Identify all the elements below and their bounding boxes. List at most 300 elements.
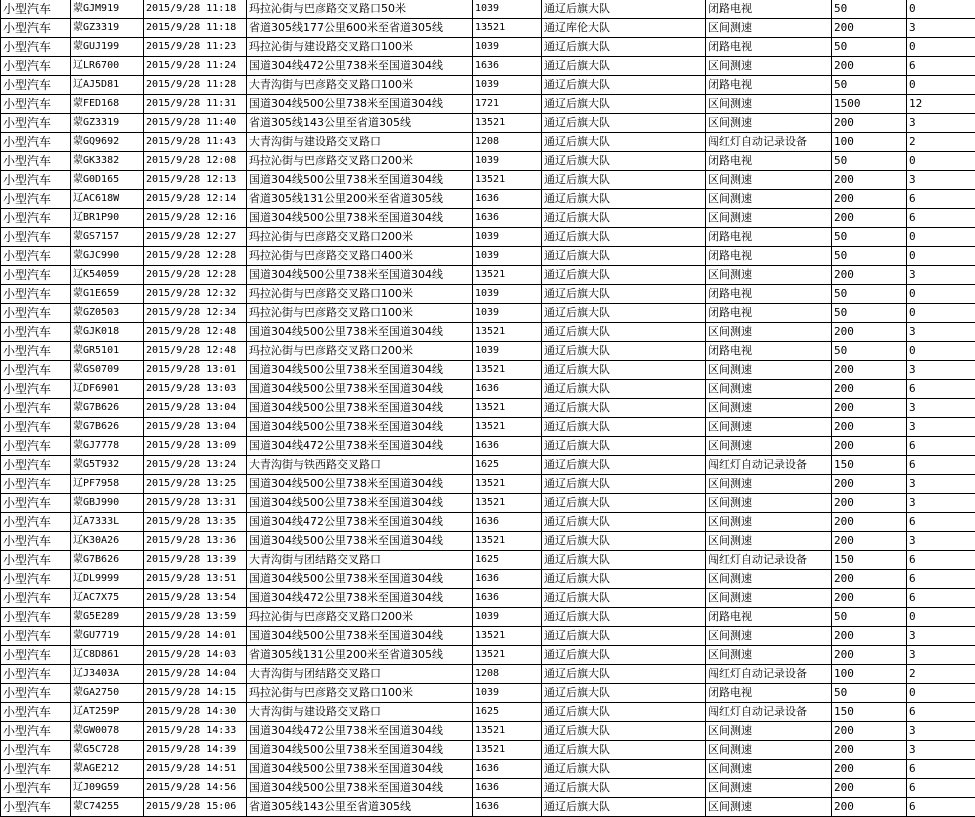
table-row: [1, 570, 975, 589]
vehicle-type-cell: 小型汽车: [1, 38, 71, 57]
vehicle-type-cell: 小型汽车: [1, 703, 71, 722]
vehicle-type-cell: 小型汽车: [1, 456, 71, 475]
points-cell: 0: [907, 38, 975, 57]
plate-number-cell: 辽AC7X75: [71, 589, 144, 608]
code-cell: 1636: [473, 589, 542, 608]
fine-amount-cell: 50: [832, 76, 907, 95]
table-row: [1, 741, 975, 760]
vehicle-type-cell: 小型汽车: [1, 209, 71, 228]
location-cell: 国道304线472公里738米至国道304线: [247, 57, 473, 76]
plate-number-cell: 蒙GJC990: [71, 247, 144, 266]
code-cell: 1039: [473, 285, 542, 304]
brigade-cell: 通辽库伦大队: [542, 19, 706, 38]
location-cell: 国道304线500公里738米至国道304线: [247, 475, 473, 494]
table-row: [1, 646, 975, 665]
table-row: [1, 494, 975, 513]
location-cell: 大青沟街与团结路交叉路口: [247, 665, 473, 684]
device-type-cell: 闯红灯自动记录设备: [706, 703, 832, 722]
vehicle-type-cell: 小型汽车: [1, 76, 71, 95]
fine-amount-cell: 200: [832, 19, 907, 38]
vehicle-type-cell: 小型汽车: [1, 741, 71, 760]
points-cell: 6: [907, 456, 975, 475]
device-type-cell: 区间测速: [706, 266, 832, 285]
device-type-cell: 区间测速: [706, 589, 832, 608]
location-cell: 玛拉沁街与巴彦路交叉路口50米: [247, 0, 473, 19]
device-type-cell: 区间测速: [706, 798, 832, 817]
fine-amount-cell: 50: [832, 684, 907, 703]
datetime-cell: 2015/9/28 12:27: [144, 228, 247, 247]
location-cell: 玛拉沁街与巴彦路交叉路口100米: [247, 304, 473, 323]
brigade-cell: 通辽后旗大队: [542, 323, 706, 342]
table-row: [1, 266, 975, 285]
location-cell: 大青沟街与建设路交叉路口: [247, 133, 473, 152]
fine-amount-cell: 200: [832, 760, 907, 779]
plate-number-cell: 蒙AGE212: [71, 760, 144, 779]
device-type-cell: 闯红灯自动记录设备: [706, 456, 832, 475]
brigade-cell: 通辽后旗大队: [542, 456, 706, 475]
fine-amount-cell: 200: [832, 722, 907, 741]
vehicle-type-cell: 小型汽车: [1, 627, 71, 646]
points-cell: 3: [907, 722, 975, 741]
brigade-cell: 通辽后旗大队: [542, 798, 706, 817]
table-row: [1, 532, 975, 551]
plate-number-cell: 辽A7333L: [71, 513, 144, 532]
device-type-cell: 区间测速: [706, 760, 832, 779]
table-row: [1, 342, 975, 361]
points-cell: 0: [907, 247, 975, 266]
table-row: [1, 627, 975, 646]
datetime-cell: 2015/9/28 12:34: [144, 304, 247, 323]
table-row: [1, 19, 975, 38]
fine-amount-cell: 200: [832, 266, 907, 285]
device-type-cell: 闭路电视: [706, 228, 832, 247]
fine-amount-cell: 200: [832, 380, 907, 399]
plate-number-cell: 蒙GR5101: [71, 342, 144, 361]
points-cell: 6: [907, 190, 975, 209]
points-cell: 0: [907, 684, 975, 703]
plate-number-cell: 蒙GJ7778: [71, 437, 144, 456]
datetime-cell: 2015/9/28 13:25: [144, 475, 247, 494]
fine-amount-cell: 200: [832, 513, 907, 532]
points-cell: 6: [907, 380, 975, 399]
brigade-cell: 通辽后旗大队: [542, 627, 706, 646]
brigade-cell: 通辽后旗大队: [542, 57, 706, 76]
brigade-cell: 通辽后旗大队: [542, 589, 706, 608]
code-cell: 1636: [473, 513, 542, 532]
vehicle-type-cell: 小型汽车: [1, 228, 71, 247]
device-type-cell: 闭路电视: [706, 247, 832, 266]
vehicle-type-cell: 小型汽车: [1, 114, 71, 133]
table-row: [1, 456, 975, 475]
location-cell: 国道304线500公里738米至国道304线: [247, 323, 473, 342]
points-cell: 0: [907, 0, 975, 19]
code-cell: 1721: [473, 95, 542, 114]
fine-amount-cell: 50: [832, 608, 907, 627]
vehicle-type-cell: 小型汽车: [1, 323, 71, 342]
points-cell: 3: [907, 361, 975, 380]
vehicle-type-cell: 小型汽车: [1, 247, 71, 266]
datetime-cell: 2015/9/28 13:54: [144, 589, 247, 608]
brigade-cell: 通辽后旗大队: [542, 133, 706, 152]
code-cell: 1039: [473, 608, 542, 627]
vehicle-type-cell: 小型汽车: [1, 342, 71, 361]
vehicle-type-cell: 小型汽车: [1, 418, 71, 437]
device-type-cell: 闭路电视: [706, 684, 832, 703]
code-cell: 1636: [473, 209, 542, 228]
code-cell: 13521: [473, 361, 542, 380]
plate-number-cell: 辽C8D861: [71, 646, 144, 665]
location-cell: 国道304线500公里738米至国道304线: [247, 399, 473, 418]
fine-amount-cell: 200: [832, 323, 907, 342]
points-cell: 3: [907, 741, 975, 760]
plate-number-cell: 蒙G0D165: [71, 171, 144, 190]
table-row: [1, 228, 975, 247]
datetime-cell: 2015/9/28 13:01: [144, 361, 247, 380]
fine-amount-cell: 200: [832, 437, 907, 456]
datetime-cell: 2015/9/28 14:01: [144, 627, 247, 646]
device-type-cell: 区间测速: [706, 57, 832, 76]
device-type-cell: 区间测速: [706, 494, 832, 513]
device-type-cell: 闭路电视: [706, 304, 832, 323]
code-cell: 1625: [473, 456, 542, 475]
datetime-cell: 2015/9/28 12:28: [144, 247, 247, 266]
brigade-cell: 通辽后旗大队: [542, 608, 706, 627]
code-cell: 1039: [473, 304, 542, 323]
location-cell: 玛拉沁街与巴彦路交叉路口100米: [247, 684, 473, 703]
fine-amount-cell: 200: [832, 190, 907, 209]
vehicle-type-cell: 小型汽车: [1, 95, 71, 114]
brigade-cell: 通辽后旗大队: [542, 741, 706, 760]
brigade-cell: 通辽后旗大队: [542, 551, 706, 570]
code-cell: 1039: [473, 152, 542, 171]
brigade-cell: 通辽后旗大队: [542, 513, 706, 532]
datetime-cell: 2015/9/28 12:48: [144, 323, 247, 342]
location-cell: 国道304线500公里738米至国道304线: [247, 779, 473, 798]
points-cell: 6: [907, 589, 975, 608]
code-cell: 13521: [473, 171, 542, 190]
code-cell: 13521: [473, 323, 542, 342]
datetime-cell: 2015/9/28 14:15: [144, 684, 247, 703]
points-cell: 12: [907, 95, 975, 114]
points-cell: 0: [907, 608, 975, 627]
plate-number-cell: 辽K54059: [71, 266, 144, 285]
points-cell: 3: [907, 171, 975, 190]
points-cell: 2: [907, 133, 975, 152]
device-type-cell: 闯红灯自动记录设备: [706, 133, 832, 152]
vehicle-type-cell: 小型汽车: [1, 0, 71, 19]
fine-amount-cell: 1500: [832, 95, 907, 114]
fine-amount-cell: 200: [832, 209, 907, 228]
points-cell: 0: [907, 152, 975, 171]
datetime-cell: 2015/9/28 14:39: [144, 741, 247, 760]
device-type-cell: 区间测速: [706, 570, 832, 589]
device-type-cell: 区间测速: [706, 513, 832, 532]
vehicle-type-cell: 小型汽车: [1, 190, 71, 209]
plate-number-cell: 蒙GU7719: [71, 627, 144, 646]
points-cell: 6: [907, 513, 975, 532]
location-cell: 玛拉沁街与巴彦路交叉路口200米: [247, 608, 473, 627]
plate-number-cell: 蒙GS7157: [71, 228, 144, 247]
points-cell: 0: [907, 76, 975, 95]
fine-amount-cell: 200: [832, 570, 907, 589]
datetime-cell: 2015/9/28 13:09: [144, 437, 247, 456]
plate-number-cell: 辽PF7958: [71, 475, 144, 494]
plate-number-cell: 蒙GJK018: [71, 323, 144, 342]
plate-number-cell: 辽K30A26: [71, 532, 144, 551]
code-cell: 1039: [473, 684, 542, 703]
location-cell: 国道304线472公里738米至国道304线: [247, 513, 473, 532]
code-cell: 1636: [473, 779, 542, 798]
table-row: [1, 551, 975, 570]
brigade-cell: 通辽后旗大队: [542, 209, 706, 228]
datetime-cell: 2015/9/28 12:08: [144, 152, 247, 171]
points-cell: 3: [907, 475, 975, 494]
code-cell: 13521: [473, 627, 542, 646]
code-cell: 1208: [473, 665, 542, 684]
points-cell: 0: [907, 304, 975, 323]
location-cell: 省道305线177公里600米至省道305线: [247, 19, 473, 38]
fine-amount-cell: 150: [832, 456, 907, 475]
brigade-cell: 通辽后旗大队: [542, 494, 706, 513]
points-cell: 0: [907, 342, 975, 361]
datetime-cell: 2015/9/28 11:18: [144, 0, 247, 19]
plate-number-cell: 辽J3403A: [71, 665, 144, 684]
vehicle-type-cell: 小型汽车: [1, 779, 71, 798]
code-cell: 13521: [473, 741, 542, 760]
vehicle-type-cell: 小型汽车: [1, 380, 71, 399]
table-row: [1, 513, 975, 532]
datetime-cell: 2015/9/28 11:40: [144, 114, 247, 133]
plate-number-cell: 蒙GZ3319: [71, 19, 144, 38]
brigade-cell: 通辽后旗大队: [542, 0, 706, 19]
code-cell: 13521: [473, 646, 542, 665]
fine-amount-cell: 200: [832, 741, 907, 760]
plate-number-cell: 蒙GZ0503: [71, 304, 144, 323]
code-cell: 1039: [473, 38, 542, 57]
fine-amount-cell: 200: [832, 494, 907, 513]
table-row: [1, 418, 975, 437]
device-type-cell: 区间测速: [706, 209, 832, 228]
vehicle-type-cell: 小型汽车: [1, 399, 71, 418]
points-cell: 6: [907, 760, 975, 779]
device-type-cell: 区间测速: [706, 171, 832, 190]
table-row: [1, 684, 975, 703]
table-row: [1, 285, 975, 304]
datetime-cell: 2015/9/28 13:03: [144, 380, 247, 399]
vehicle-type-cell: 小型汽车: [1, 684, 71, 703]
brigade-cell: 通辽后旗大队: [542, 703, 706, 722]
fine-amount-cell: 200: [832, 171, 907, 190]
plate-number-cell: 蒙G7B626: [71, 551, 144, 570]
fine-amount-cell: 200: [832, 532, 907, 551]
fine-amount-cell: 50: [832, 152, 907, 171]
vehicle-type-cell: 小型汽车: [1, 57, 71, 76]
vehicle-type-cell: 小型汽车: [1, 665, 71, 684]
code-cell: 13521: [473, 19, 542, 38]
brigade-cell: 通辽后旗大队: [542, 570, 706, 589]
device-type-cell: 区间测速: [706, 399, 832, 418]
points-cell: 6: [907, 570, 975, 589]
table-row: [1, 437, 975, 456]
datetime-cell: 2015/9/28 14:56: [144, 779, 247, 798]
device-type-cell: 区间测速: [706, 779, 832, 798]
location-cell: 国道304线500公里738米至国道304线: [247, 570, 473, 589]
vehicle-type-cell: 小型汽车: [1, 361, 71, 380]
points-cell: 0: [907, 285, 975, 304]
table-row: [1, 190, 975, 209]
brigade-cell: 通辽后旗大队: [542, 361, 706, 380]
code-cell: 13521: [473, 722, 542, 741]
table-row: [1, 95, 975, 114]
vehicle-type-cell: 小型汽车: [1, 19, 71, 38]
plate-number-cell: 蒙C74255: [71, 798, 144, 817]
table-row: [1, 152, 975, 171]
table-row: [1, 133, 975, 152]
brigade-cell: 通辽后旗大队: [542, 779, 706, 798]
points-cell: 3: [907, 418, 975, 437]
datetime-cell: 2015/9/28 13:31: [144, 494, 247, 513]
location-cell: 大青沟街与建设路交叉路口: [247, 703, 473, 722]
plate-number-cell: 辽DF6901: [71, 380, 144, 399]
code-cell: 13521: [473, 532, 542, 551]
location-cell: 玛拉沁街与建设路交叉路口100米: [247, 38, 473, 57]
points-cell: 0: [907, 228, 975, 247]
device-type-cell: 闭路电视: [706, 285, 832, 304]
code-cell: 13521: [473, 494, 542, 513]
table-row: [1, 589, 975, 608]
code-cell: 1039: [473, 228, 542, 247]
location-cell: 国道304线472公里738米至国道304线: [247, 722, 473, 741]
fine-amount-cell: 200: [832, 779, 907, 798]
brigade-cell: 通辽后旗大队: [542, 152, 706, 171]
vehicle-type-cell: 小型汽车: [1, 513, 71, 532]
datetime-cell: 2015/9/28 13:04: [144, 399, 247, 418]
datetime-cell: 2015/9/28 15:06: [144, 798, 247, 817]
datetime-cell: 2015/9/28 14:30: [144, 703, 247, 722]
points-cell: 6: [907, 798, 975, 817]
location-cell: 玛拉沁街与巴彦路交叉路口400米: [247, 247, 473, 266]
device-type-cell: 闭路电视: [706, 0, 832, 19]
brigade-cell: 通辽后旗大队: [542, 76, 706, 95]
plate-number-cell: 辽BR1P90: [71, 209, 144, 228]
points-cell: 6: [907, 209, 975, 228]
location-cell: 大青沟街与巴彦路交叉路口100米: [247, 76, 473, 95]
fine-amount-cell: 200: [832, 798, 907, 817]
fine-amount-cell: 200: [832, 399, 907, 418]
table-row: [1, 114, 975, 133]
table-row: [1, 399, 975, 418]
code-cell: 1208: [473, 133, 542, 152]
brigade-cell: 通辽后旗大队: [542, 475, 706, 494]
vehicle-type-cell: 小型汽车: [1, 798, 71, 817]
location-cell: 省道305线131公里200米至省道305线: [247, 646, 473, 665]
brigade-cell: 通辽后旗大队: [542, 760, 706, 779]
brigade-cell: 通辽后旗大队: [542, 228, 706, 247]
plate-number-cell: 蒙GUJ199: [71, 38, 144, 57]
vehicle-type-cell: 小型汽车: [1, 760, 71, 779]
device-type-cell: 区间测速: [706, 646, 832, 665]
fine-amount-cell: 50: [832, 285, 907, 304]
datetime-cell: 2015/9/28 14:03: [144, 646, 247, 665]
datetime-cell: 2015/9/28 12:28: [144, 266, 247, 285]
points-cell: 2: [907, 665, 975, 684]
fine-amount-cell: 50: [832, 228, 907, 247]
fine-amount-cell: 50: [832, 304, 907, 323]
brigade-cell: 通辽后旗大队: [542, 285, 706, 304]
table-row: [1, 209, 975, 228]
table-row: [1, 57, 975, 76]
location-cell: 国道304线500公里738米至国道304线: [247, 760, 473, 779]
table-row: [1, 665, 975, 684]
brigade-cell: 通辽后旗大队: [542, 38, 706, 57]
vehicle-type-cell: 小型汽车: [1, 532, 71, 551]
brigade-cell: 通辽后旗大队: [542, 171, 706, 190]
datetime-cell: 2015/9/28 13:04: [144, 418, 247, 437]
code-cell: 13521: [473, 114, 542, 133]
device-type-cell: 闭路电视: [706, 608, 832, 627]
device-type-cell: 区间测速: [706, 532, 832, 551]
datetime-cell: 2015/9/28 13:59: [144, 608, 247, 627]
table-row: [1, 760, 975, 779]
datetime-cell: 2015/9/28 14:04: [144, 665, 247, 684]
plate-number-cell: 蒙GBJ990: [71, 494, 144, 513]
plate-number-cell: 蒙G5C728: [71, 741, 144, 760]
table-row: [1, 304, 975, 323]
plate-number-cell: 蒙FED168: [71, 95, 144, 114]
points-cell: 3: [907, 19, 975, 38]
brigade-cell: 通辽后旗大队: [542, 114, 706, 133]
vehicle-type-cell: 小型汽车: [1, 589, 71, 608]
fine-amount-cell: 200: [832, 475, 907, 494]
device-type-cell: 闭路电视: [706, 38, 832, 57]
location-cell: 国道304线500公里738米至国道304线: [247, 418, 473, 437]
fine-amount-cell: 200: [832, 627, 907, 646]
table-row: [1, 475, 975, 494]
vehicle-type-cell: 小型汽车: [1, 171, 71, 190]
device-type-cell: 闯红灯自动记录设备: [706, 551, 832, 570]
plate-number-cell: 蒙G5E289: [71, 608, 144, 627]
datetime-cell: 2015/9/28 13:24: [144, 456, 247, 475]
code-cell: 1636: [473, 190, 542, 209]
points-cell: 3: [907, 323, 975, 342]
device-type-cell: 闭路电视: [706, 342, 832, 361]
brigade-cell: 通辽后旗大队: [542, 247, 706, 266]
fine-amount-cell: 200: [832, 114, 907, 133]
vehicle-type-cell: 小型汽车: [1, 608, 71, 627]
device-type-cell: 区间测速: [706, 190, 832, 209]
vehicle-type-cell: 小型汽车: [1, 722, 71, 741]
table-row: [1, 247, 975, 266]
location-cell: 国道304线500公里738米至国道304线: [247, 209, 473, 228]
table-row: [1, 608, 975, 627]
table-row: [1, 722, 975, 741]
code-cell: 1039: [473, 342, 542, 361]
device-type-cell: 区间测速: [706, 95, 832, 114]
points-cell: 3: [907, 494, 975, 513]
plate-number-cell: 蒙GQ9692: [71, 133, 144, 152]
datetime-cell: 2015/9/28 12:16: [144, 209, 247, 228]
vehicle-type-cell: 小型汽车: [1, 133, 71, 152]
code-cell: 13521: [473, 418, 542, 437]
table-row: [1, 76, 975, 95]
table-row: [1, 380, 975, 399]
points-cell: 6: [907, 703, 975, 722]
brigade-cell: 通辽后旗大队: [542, 190, 706, 209]
location-cell: 省道305线131公里200米至省道305线: [247, 190, 473, 209]
code-cell: 1636: [473, 437, 542, 456]
datetime-cell: 2015/9/28 13:51: [144, 570, 247, 589]
plate-number-cell: 蒙G1E659: [71, 285, 144, 304]
